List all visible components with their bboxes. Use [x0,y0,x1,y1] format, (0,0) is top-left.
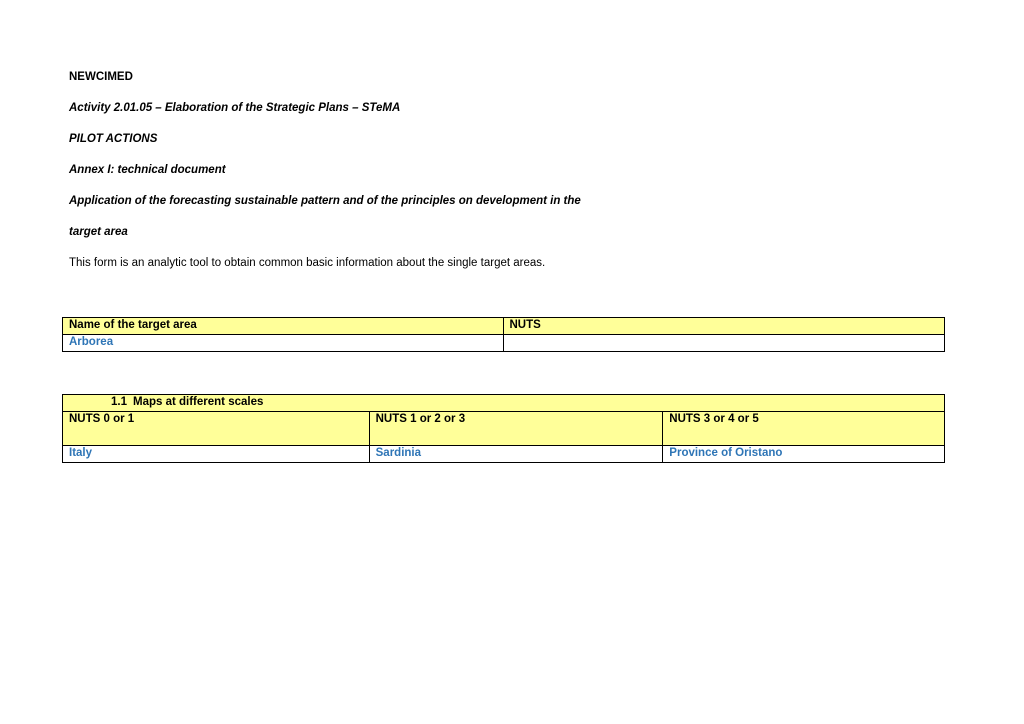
section-title: PILOT ACTIONS [69,133,158,145]
intro-text: This form is an analytic tool to obtain common basic information about the single target areas. [69,257,546,269]
maps-table [62,394,945,463]
table-row [63,446,945,463]
target-name-header: Name of the target area [63,318,504,335]
application-title-line2: target area [69,226,128,238]
nuts-3-4-5-header: NUTS 3 or 4 or 5 [663,412,945,446]
application-title-line1: Application of the forecasting sustainable pattern and of the principles on development in the [69,195,581,207]
nuts-0-1-header: NUTS 0 or 1 [63,412,370,446]
nuts-1-2-3-header: NUTS 1 or 2 or 3 [369,412,663,446]
target-area-table [62,317,945,352]
table-row [63,318,945,335]
maps-section-title: Maps at different scales [133,396,264,408]
table-row [63,335,945,352]
project-name: NEWCIMED [69,71,133,83]
nuts-0-1-value[interactable]: Italy [63,446,370,463]
nuts-3-4-5-value[interactable]: Province of Oristano [663,446,945,463]
maps-section-heading [63,395,945,412]
nuts-1-2-3-value[interactable]: Sardinia [369,446,663,463]
table-row [63,412,945,446]
annex-title: Annex I: technical document [69,164,226,176]
nuts-header: NUTS [503,318,945,335]
table-row [63,395,945,412]
nuts-value[interactable] [503,335,945,352]
activity-title: Activity 2.01.05 – Elaboration of the Strategic Plans – STeMA [69,102,401,114]
maps-section-number: 1.1 [111,396,127,408]
target-name-value[interactable]: Arborea [63,335,504,352]
